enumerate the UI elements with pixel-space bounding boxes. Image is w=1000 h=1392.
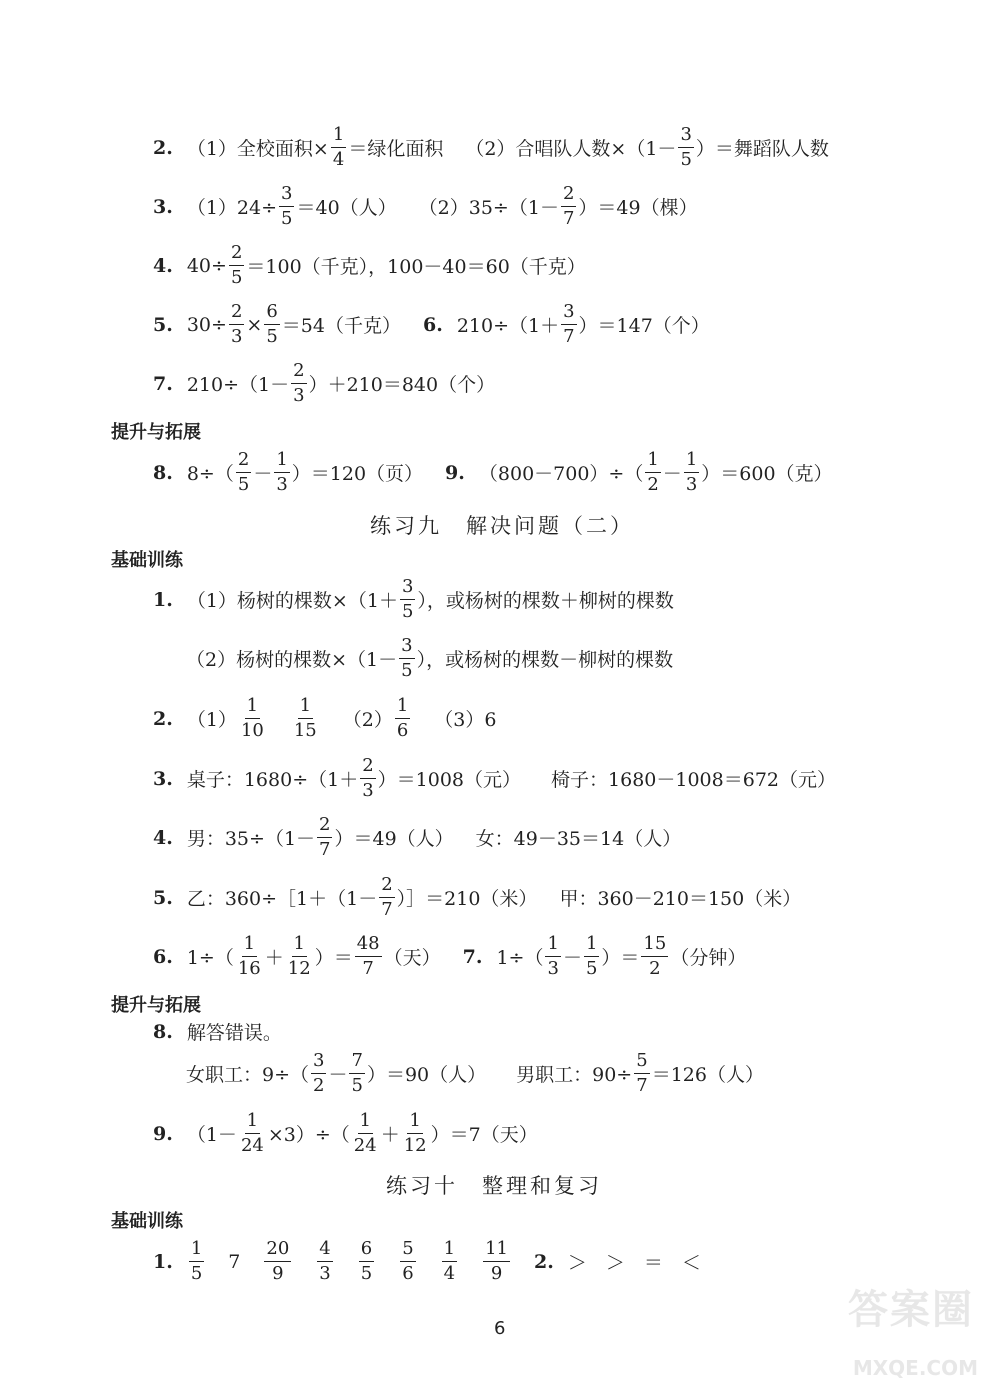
denominator: 24 bbox=[353, 1135, 377, 1156]
fraction bbox=[286, 935, 313, 978]
numerator: 2 bbox=[561, 185, 576, 207]
answer-text: 1÷（ bbox=[186, 947, 234, 969]
answer-line bbox=[186, 637, 673, 680]
question-number: 4. bbox=[153, 254, 173, 277]
fraction bbox=[561, 185, 576, 228]
answer-line bbox=[153, 451, 833, 494]
answer-text: ＋ bbox=[380, 1124, 400, 1146]
question-number: 7. bbox=[153, 372, 173, 395]
fraction bbox=[641, 935, 668, 978]
fraction bbox=[399, 637, 414, 680]
fraction bbox=[684, 451, 699, 494]
question-number: 2. bbox=[153, 707, 173, 730]
answer-text: 椅子：1680－1008＝672（元） bbox=[551, 769, 837, 791]
question-number: 6. bbox=[422, 313, 443, 336]
denominator: 10 bbox=[240, 720, 264, 741]
fraction bbox=[349, 1052, 364, 1095]
answer-text: － bbox=[328, 1064, 348, 1086]
answer-text: ）＝舞蹈队人数 bbox=[695, 138, 829, 160]
numerator: 6 bbox=[264, 303, 279, 325]
numerator: 2 bbox=[317, 816, 332, 838]
answer-text: （2） bbox=[342, 709, 393, 731]
answer-text: ＝40（人） bbox=[296, 197, 397, 219]
fraction bbox=[264, 1240, 291, 1283]
denominator: 6 bbox=[402, 1263, 414, 1284]
numerator: 2 bbox=[379, 876, 394, 898]
numerator: 1 bbox=[442, 1240, 457, 1262]
denominator: 24 bbox=[240, 1135, 264, 1156]
answer-text: （2）35÷（1－ bbox=[418, 197, 559, 219]
answer-line bbox=[153, 362, 495, 405]
answer-text: 甲：360－210＝150（米） bbox=[559, 888, 802, 910]
fraction bbox=[442, 1240, 457, 1283]
answer-text: ＝100（千克），100－40＝60（千克） bbox=[246, 256, 586, 278]
numerator: 1 bbox=[358, 1112, 373, 1134]
question-number: 9. bbox=[153, 1122, 173, 1145]
numerator: 3 bbox=[561, 303, 576, 325]
answer-text: （1）杨树的棵数×（1＋ bbox=[186, 590, 398, 612]
fraction bbox=[274, 451, 289, 494]
answer-text: ）＝7（天） bbox=[430, 1124, 538, 1146]
answer-line bbox=[153, 1018, 282, 1045]
answer-text: ）］＝210（米） bbox=[396, 888, 538, 910]
denominator: 7 bbox=[362, 958, 374, 979]
fraction bbox=[317, 816, 332, 859]
question-number: 3. bbox=[153, 195, 173, 218]
numerator: 1 bbox=[545, 935, 560, 957]
answer-text: 40÷ bbox=[186, 254, 227, 277]
answer-text: （天） bbox=[383, 947, 441, 969]
numerator: 1 bbox=[407, 1112, 422, 1134]
numerator: 3 bbox=[399, 637, 414, 659]
numerator: 1 bbox=[245, 697, 260, 719]
numerator: 5 bbox=[634, 1052, 649, 1074]
answer-text: （3）6 bbox=[434, 709, 497, 731]
answer-text: ）＋210＝840（个） bbox=[308, 374, 496, 396]
denominator: 3 bbox=[362, 780, 374, 801]
fraction bbox=[352, 1112, 379, 1155]
answer-text: × bbox=[246, 313, 263, 336]
answer-line bbox=[153, 1240, 701, 1283]
fraction bbox=[561, 303, 576, 346]
answer-text: － bbox=[562, 947, 582, 969]
answer-text: 1÷（ bbox=[496, 947, 544, 969]
answer-text: 30÷ bbox=[186, 313, 227, 336]
answer-text: 女：49－35＝14（人） bbox=[475, 828, 682, 850]
denominator: 3 bbox=[547, 958, 559, 979]
numerator: 4 bbox=[317, 1240, 332, 1262]
answer-line bbox=[153, 303, 710, 346]
watermark-logo: 答案圈 bbox=[848, 1287, 974, 1333]
answer-text: 210÷（1－ bbox=[186, 374, 290, 396]
numerator: 1 bbox=[584, 935, 599, 957]
denominator: 6 bbox=[396, 720, 409, 741]
question-number: 1. bbox=[153, 1250, 173, 1273]
answer-text: ＞ ＞ ＝ ＜ bbox=[567, 1252, 701, 1274]
denominator: 5 bbox=[585, 958, 598, 979]
denominator: 5 bbox=[281, 208, 293, 229]
denominator: 5 bbox=[351, 1075, 363, 1096]
answer-text: 8÷（ bbox=[186, 463, 234, 485]
numerator: 2 bbox=[229, 244, 244, 266]
answer-text: ）＝ bbox=[601, 947, 640, 969]
section-heading: 基础训练 bbox=[111, 1211, 183, 1232]
denominator: 9 bbox=[490, 1263, 503, 1284]
numerator: 1 bbox=[189, 1240, 204, 1262]
fraction bbox=[634, 1052, 649, 1095]
numerator: 7 bbox=[349, 1052, 364, 1074]
answer-line bbox=[153, 185, 698, 228]
question-number: 5. bbox=[153, 886, 173, 909]
question-number: 6. bbox=[153, 945, 173, 968]
denominator: 7 bbox=[319, 839, 331, 860]
denominator: 3 bbox=[319, 1263, 331, 1284]
answer-text: （2）合唱队人数×（1－ bbox=[465, 138, 677, 160]
numerator: 15 bbox=[641, 935, 668, 957]
answer-line bbox=[153, 1112, 538, 1155]
fraction bbox=[229, 303, 244, 346]
denominator: 9 bbox=[272, 1263, 284, 1284]
numerator: 3 bbox=[400, 578, 415, 600]
answer-line bbox=[153, 757, 836, 800]
numerator: 2 bbox=[291, 362, 306, 384]
fraction bbox=[317, 1240, 332, 1283]
numerator: 5 bbox=[400, 1240, 415, 1262]
answer-text: ＝绿化面积 bbox=[348, 138, 444, 160]
fraction bbox=[483, 1240, 510, 1283]
answer-text: ）＝ bbox=[314, 947, 353, 969]
answer-text: ）＝120（页） bbox=[291, 463, 424, 485]
denominator: 3 bbox=[276, 474, 288, 495]
denominator: 12 bbox=[403, 1135, 427, 1156]
answer-text: ），或杨树的棵数－柳树的棵数 bbox=[416, 649, 674, 671]
answer-text: ），或杨树的棵数＋柳树的棵数 bbox=[417, 590, 674, 612]
question-number: 4. bbox=[153, 826, 173, 849]
denominator: 5 bbox=[190, 1263, 203, 1284]
numerator: 1 bbox=[245, 1112, 260, 1134]
numerator: 2 bbox=[229, 303, 244, 325]
fraction bbox=[239, 1112, 266, 1155]
denominator: 5 bbox=[360, 1263, 373, 1284]
answer-text: ＝126（人） bbox=[651, 1064, 764, 1086]
denominator: 7 bbox=[381, 899, 393, 920]
answer-text: （1） bbox=[186, 709, 237, 731]
numerator: 2 bbox=[360, 757, 375, 779]
denominator: 3 bbox=[293, 385, 305, 406]
fraction bbox=[645, 451, 660, 494]
denominator: 16 bbox=[237, 958, 261, 979]
fraction bbox=[379, 876, 394, 919]
answer-text: ）＝600（克） bbox=[701, 463, 833, 485]
numerator: 3 bbox=[279, 185, 294, 207]
answer-text: （1－ bbox=[186, 1124, 237, 1146]
fraction bbox=[545, 935, 560, 978]
numerator: 6 bbox=[359, 1240, 374, 1262]
denominator: 5 bbox=[401, 660, 413, 681]
watermark-url: MXQE.COM bbox=[852, 1356, 978, 1380]
answer-text: － bbox=[662, 463, 682, 485]
section-heading: 提升与拓展 bbox=[111, 422, 201, 443]
section-heading: 基础训练 bbox=[111, 550, 183, 571]
answer-text: （800－700）÷（ bbox=[478, 463, 644, 485]
fraction bbox=[229, 244, 244, 287]
question-number: 2. bbox=[153, 136, 173, 159]
fraction bbox=[400, 1240, 415, 1283]
section-heading: 提升与拓展 bbox=[111, 995, 201, 1016]
exercise-title: 练习九 解决问题（二） bbox=[370, 514, 634, 538]
denominator: 7 bbox=[636, 1075, 648, 1096]
answer-text: 乙：360÷［1＋（1－ bbox=[186, 888, 378, 910]
answer-text: （分钟） bbox=[670, 947, 747, 969]
fraction bbox=[279, 185, 294, 228]
fraction bbox=[359, 1240, 374, 1283]
fraction bbox=[395, 697, 410, 740]
answer-text: 男：35÷（1－ bbox=[186, 828, 316, 850]
fraction bbox=[236, 451, 251, 494]
denominator: 5 bbox=[237, 474, 250, 495]
numerator: 1 bbox=[684, 451, 699, 473]
denominator: 3 bbox=[230, 326, 243, 347]
answer-line bbox=[153, 697, 496, 740]
exercise-title: 练习十 整理和复习 bbox=[386, 1174, 602, 1198]
fraction bbox=[402, 1112, 429, 1155]
question-number: 7. bbox=[462, 945, 483, 968]
question-number: 8. bbox=[153, 461, 173, 484]
fraction bbox=[400, 578, 415, 621]
answer-text: （1）24÷ bbox=[186, 197, 278, 219]
answer-text: （1）全校面积× bbox=[186, 138, 329, 160]
numerator: 3 bbox=[311, 1052, 326, 1074]
fraction bbox=[311, 1052, 326, 1095]
fraction bbox=[584, 935, 599, 978]
numerator: 1 bbox=[298, 697, 313, 719]
fraction bbox=[360, 757, 375, 800]
numerator: 1 bbox=[331, 126, 346, 148]
answer-text: 210÷（1＋ bbox=[456, 315, 560, 337]
fraction bbox=[678, 126, 693, 169]
answer-line bbox=[153, 126, 829, 169]
answer-text: ）＝49（人） bbox=[334, 828, 454, 850]
denominator: 3 bbox=[685, 474, 698, 495]
answer-text: ）＝49（棵） bbox=[578, 197, 698, 219]
denominator: 2 bbox=[313, 1075, 325, 1096]
page-number: 6 bbox=[494, 1318, 506, 1339]
numerator: 20 bbox=[264, 1240, 291, 1262]
answer-text: 解答错误。 bbox=[186, 1022, 282, 1044]
denominator: 4 bbox=[443, 1263, 456, 1284]
answer-line bbox=[153, 935, 746, 978]
question-number: 1. bbox=[153, 588, 173, 611]
answer-line bbox=[186, 1052, 764, 1095]
answer-line bbox=[153, 244, 586, 287]
denominator: 5 bbox=[266, 326, 278, 347]
answer-line bbox=[153, 816, 681, 859]
denominator: 4 bbox=[332, 149, 345, 170]
denominator: 5 bbox=[680, 149, 692, 170]
denominator: 5 bbox=[230, 267, 243, 288]
answer-line bbox=[153, 876, 801, 919]
watermark bbox=[832, 1276, 982, 1386]
numerator: 1 bbox=[242, 935, 257, 957]
answer-text: 男职工：90÷ bbox=[516, 1064, 633, 1086]
question-number: 8. bbox=[153, 1020, 173, 1043]
fraction bbox=[239, 697, 266, 740]
fraction bbox=[291, 362, 306, 405]
numerator: 1 bbox=[274, 451, 289, 473]
denominator: 15 bbox=[293, 720, 317, 741]
fraction bbox=[189, 1240, 204, 1283]
answer-text: ＝54（千克） bbox=[281, 315, 401, 337]
denominator: 2 bbox=[649, 958, 661, 979]
numerator: 1 bbox=[292, 935, 307, 957]
answer-line bbox=[153, 578, 674, 621]
answer-text: （2）杨树的棵数×（1－ bbox=[186, 649, 398, 671]
answer-text: 7 bbox=[228, 1250, 241, 1273]
numerator: 48 bbox=[355, 935, 382, 957]
question-number: 9. bbox=[445, 461, 465, 484]
numerator: 1 bbox=[645, 451, 660, 473]
answer-text: ）＝90（人） bbox=[366, 1064, 487, 1086]
fraction bbox=[331, 126, 346, 169]
answer-text: 桌子：1680÷（1＋ bbox=[186, 769, 359, 791]
fraction bbox=[236, 935, 263, 978]
numerator: 1 bbox=[395, 697, 410, 719]
question-number: 2. bbox=[534, 1250, 554, 1273]
numerator: 2 bbox=[236, 451, 251, 473]
answer-text: ＋ bbox=[264, 947, 284, 969]
fraction bbox=[355, 935, 382, 978]
answer-text: － bbox=[253, 463, 273, 485]
denominator: 7 bbox=[562, 208, 575, 229]
question-number: 3. bbox=[153, 767, 173, 790]
numerator: 11 bbox=[483, 1240, 510, 1262]
answer-text: 女职工：9÷（ bbox=[186, 1064, 310, 1086]
denominator: 5 bbox=[401, 601, 414, 622]
denominator: 2 bbox=[647, 474, 659, 495]
fraction bbox=[264, 303, 279, 346]
question-number: 5. bbox=[153, 313, 173, 336]
numerator: 3 bbox=[678, 126, 693, 148]
denominator: 7 bbox=[563, 326, 575, 347]
answer-text: ×3）÷（ bbox=[267, 1124, 350, 1146]
answer-text: ）＝1008（元） bbox=[377, 769, 522, 791]
fraction bbox=[292, 697, 319, 740]
answer-text: ）＝147（个） bbox=[578, 315, 710, 337]
denominator: 12 bbox=[287, 958, 311, 979]
